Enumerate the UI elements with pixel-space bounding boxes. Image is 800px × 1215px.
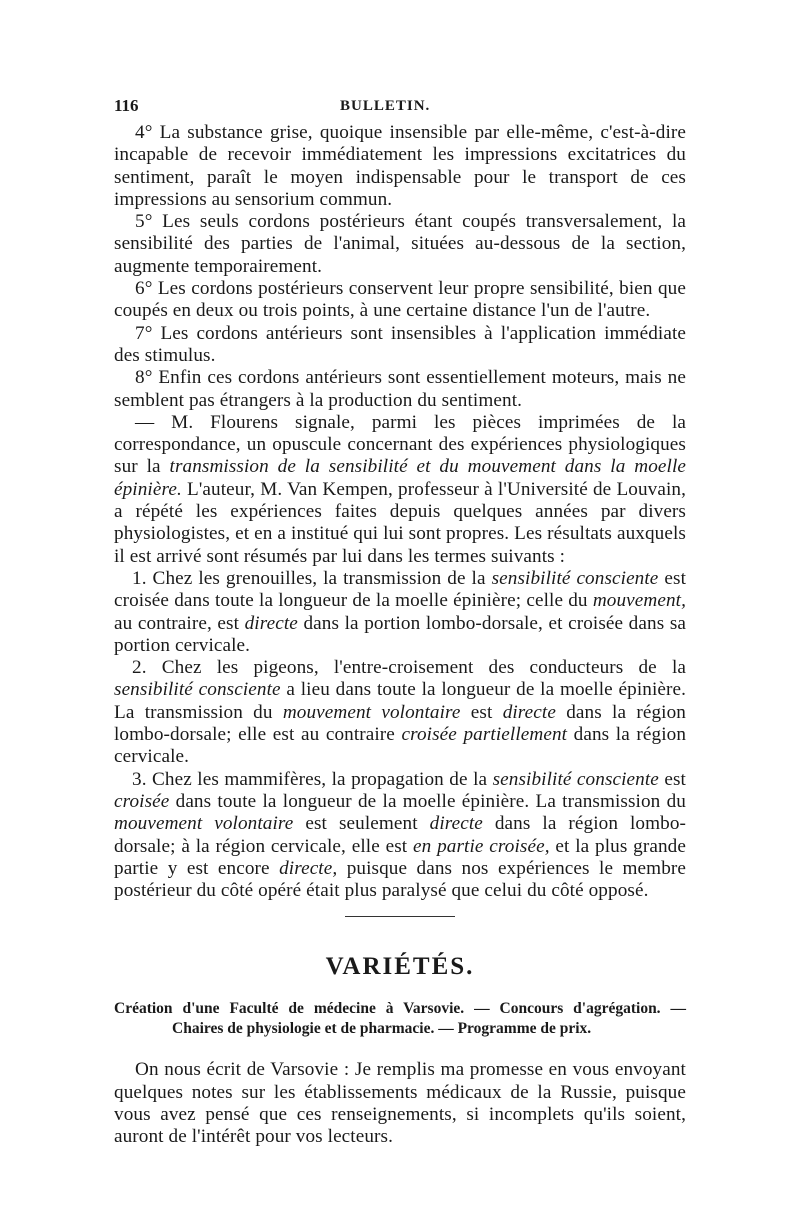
conclusion-6: 6° Les cordons postérieurs conservent leur propre sensibilité, bien que coupés en deux ou trois points, à une certaine distance l'un de l'autre. [114, 278, 686, 322]
document-page [114, 96, 686, 1149]
summary-line-2: Chaires de physiologie et de pharmacie. — Programme de prix. [172, 1020, 592, 1038]
conclusion-5: 5° Les seuls cordons postérieurs étant coupés transversalement, la sensibilité des parties de l'animal, situées au-dessous de la section, augmente temporairement. [114, 211, 686, 277]
conclusion-8: 8° Enfin ces cordons antérieurs sont essentiellement moteurs, mais ne semblent pas étrangers à la production du sentiment. [114, 367, 686, 411]
body-text [114, 122, 686, 902]
varietes-text [114, 1059, 686, 1148]
section-divider [345, 916, 455, 917]
conclusion-7: 7° Les cordons antérieurs sont insensibles à l'application immédiate des stimulus. [114, 322, 686, 366]
result-1: 1. Chez les grenouilles, la transmission de la sensibilité consciente est croisée dans toute la longueur de la moelle épinière; celle du mouvement, au contraire, est directe dans la portion lombo-dorsale, et croisée dans sa portion cervicale. [114, 567, 687, 656]
result-2: 2. Chez les pigeons, l'entre-croisement des conducteurs de la sensibilité consciente a lieu dans toute la longueur de la moelle épinière. La transmission du mouvement volontaire est directe dans la région lombo-dorsale; elle est au contraire croisée partiellement dans la région cervicale. [114, 657, 687, 768]
running-head [114, 96, 686, 122]
work-title: transmission de la sensibilité et du mouvement dans la moelle épinière. [114, 456, 687, 500]
conclusion-4: 4° La substance grise, quoique insensible par elle-même, c'est-à-dire incapable de recevoir immédiatement les impressions excitatrices du sentiment, paraît le moyen indispensable pour le transport de ces impressions au sensorium commun. [114, 122, 686, 210]
running-title: BULLETIN. [340, 98, 431, 114]
flourens-paragraph: — M. Flourens signale, parmi les pièces imprimées de la correspondance, un opuscule concernant des expériences physiologiques sur la transmission de la sensibilité et du mouvement dans la moelle épinière. L'auteur, M. Van Kempen, professeur à l'Université de Louvain, a répété les expériences faites depuis quelques années par divers physiologistes, et en a institué qui lui sont propres. Les résultats auxquels il est arrivé sont résumés par lui dans les termes suivants : [114, 411, 687, 567]
section-summary [114, 999, 686, 1039]
section-title: VARIÉTÉS. [325, 953, 475, 981]
varietes-paragraph: On nous écrit de Varsovie : Je remplis ma promesse en vous envoyant quelques notes sur les établissements médicaux de la Russie, puisque vous avez pensé que ces renseignements, si incomplets qu'ils soient, auront de l'intérêt pour vos lecteurs. [114, 1059, 686, 1148]
page-number: 116 [114, 96, 139, 115]
result-3: 3. Chez les mammifères, la propagation de la sensibilité consciente est croisée dans toute la longueur de la moelle épinière. La transmission du mouvement volontaire est seulement directe dans la région lombo-dorsale; à la région cervicale, elle est en partie croisée, et la plus grande partie y est encore directe, puisque dans nos expériences le membre postérieur du côté opéré était plus paralysé que celui du côté opposé. [114, 768, 687, 902]
summary-line-1: Création d'une Faculté de médecine à Varsovie. — Concours d'agrégation. — [114, 1000, 686, 1018]
results-list [114, 568, 686, 902]
